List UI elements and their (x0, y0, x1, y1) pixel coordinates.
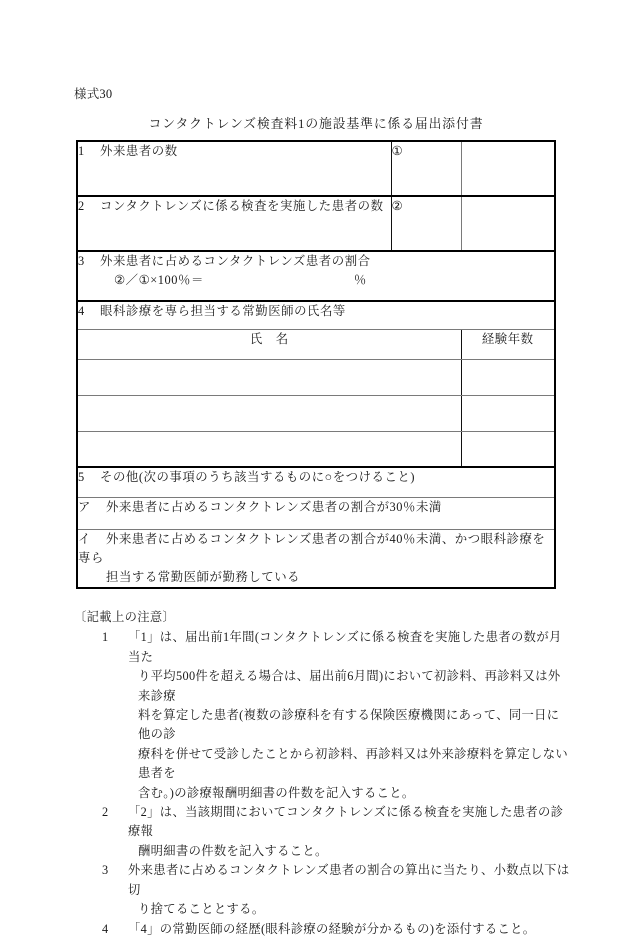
form-number: 様式30 (74, 87, 113, 101)
note-2-line-2: 酬明細書の件数を記入すること。 (138, 843, 328, 858)
item1-value-cell[interactable] (461, 141, 555, 196)
item2-label-cell (77, 196, 391, 251)
item3-formula-line (78, 271, 554, 290)
item5-option-b-text-line2: 担当する常勤医師が勤務している (106, 569, 301, 584)
item1-marker-cell: ① (391, 141, 461, 196)
note-1-line-3: 料を算定した患者(複数の診療科を有する保険医療機関にあって、同一日に他の診 (138, 708, 560, 742)
item5-option-row-a (77, 497, 555, 529)
note-1-line-1: 「1」は、届出前1年間(コンタクトレンズに係る検査を実施した患者の数が月当た (128, 630, 562, 664)
note-4-body (128, 920, 574, 939)
item4-label: 眼科診療を専ら担当する常勤医師の氏名等 (100, 304, 346, 318)
notes-section (74, 608, 574, 939)
note-item (102, 861, 574, 919)
item3-formula-unit: ％ (353, 273, 367, 287)
item4-label-cell (77, 301, 555, 329)
note-2-line-1: 「2」は、当該期間においてコンタクトレンズに係る検査を実施した患者の診療報 (128, 805, 564, 839)
table-row-item4-label (77, 301, 555, 329)
notes-heading: 〔記載上の注意〕 (74, 610, 176, 624)
item4-row2-years[interactable] (461, 395, 555, 431)
note-item (102, 803, 574, 861)
table-row (77, 359, 555, 395)
item5-option-a-text: 外来患者に占めるコンタクトレンズ患者の割合が30％未満 (106, 499, 442, 514)
item3-formula: ②／①×100％＝ (114, 273, 204, 287)
item4-row3-years[interactable] (461, 431, 555, 467)
notification-form-table (76, 140, 556, 589)
item4-row1-years[interactable] (461, 359, 555, 395)
item5-option-b-text-line1: 外来患者に占めるコンタクトレンズ患者の割合が40％未満、かつ眼科診療を専ら (78, 531, 546, 565)
note-2-number: 2 (102, 805, 109, 820)
item4-column-header-years: 経験年数 (461, 329, 555, 359)
note-4-line-1: 「4」の常勤医師の経歴(眼科診療の経験が分かるもの)を添付すること。 (128, 921, 536, 936)
table-row-item2 (77, 196, 555, 251)
item4-row3-name[interactable] (77, 431, 461, 467)
page-title: コンタクトレンズ検査料1の施設基準に係る届出添付書 (148, 117, 484, 131)
item2-marker-cell: ② (391, 196, 461, 251)
item1-number: 1 (78, 144, 85, 158)
note-1-line-5: 含む。)の診療報酬明細書の件数を記入すること。 (138, 785, 415, 800)
note-1-number: 1 (102, 630, 109, 645)
note-4-number: 4 (102, 921, 109, 936)
item2-label: コンタクトレンズに係る検査を実施した患者の数 (100, 199, 384, 213)
item5-option-b[interactable] (77, 529, 555, 588)
table-row-item3 (77, 251, 555, 301)
item3-label: 外来患者に占めるコンタクトレンズ患者の割合 (100, 254, 371, 268)
note-3-line-1: 外来患者に占めるコンタクトレンズ患者の割合の算出に当たり、小数点以下は切 (128, 863, 570, 897)
item4-row2-name[interactable] (77, 395, 461, 431)
item4-column-header-row (77, 329, 555, 359)
note-1-body (128, 628, 574, 803)
note-3-body (128, 861, 574, 919)
item1-label-cell (77, 141, 391, 196)
item5-option-a-marker: ア (78, 499, 91, 514)
note-1-line-2: り平均500件を超える場合は、届出前6月間)において初診料、再診料又は外来診療 (138, 669, 561, 703)
table-row (77, 431, 555, 467)
item5-number: 5 (78, 470, 85, 484)
item4-number: 4 (78, 304, 85, 318)
item4-row1-name[interactable] (77, 359, 461, 395)
item5-option-b-marker: イ (78, 531, 91, 546)
item2-number: 2 (78, 199, 85, 213)
table-row-item1 (77, 141, 555, 196)
item5-option-row-b (77, 529, 555, 588)
table-row-item5-label (77, 467, 555, 497)
item5-label-cell (77, 467, 555, 497)
note-3-line-2: り捨てることとする。 (138, 902, 265, 917)
note-2-body (128, 803, 574, 861)
item3-number: 3 (78, 254, 85, 268)
note-3-number: 3 (102, 863, 109, 878)
table-row (77, 395, 555, 431)
item4-column-header-name: 氏 名 (77, 329, 461, 359)
note-1-line-4: 療科を併せて受診したことから初診料、再診料又は外来診療料を算定しない患者を (138, 746, 568, 781)
item3-cell (77, 251, 555, 301)
item1-label: 外来患者の数 (100, 144, 178, 158)
note-item (102, 920, 574, 939)
item2-value-cell[interactable] (461, 196, 555, 251)
item5-option-a[interactable] (77, 497, 555, 529)
note-item (102, 628, 574, 803)
item5-label: その他(次の事項のうち該当するものに○をつけること) (100, 470, 416, 484)
